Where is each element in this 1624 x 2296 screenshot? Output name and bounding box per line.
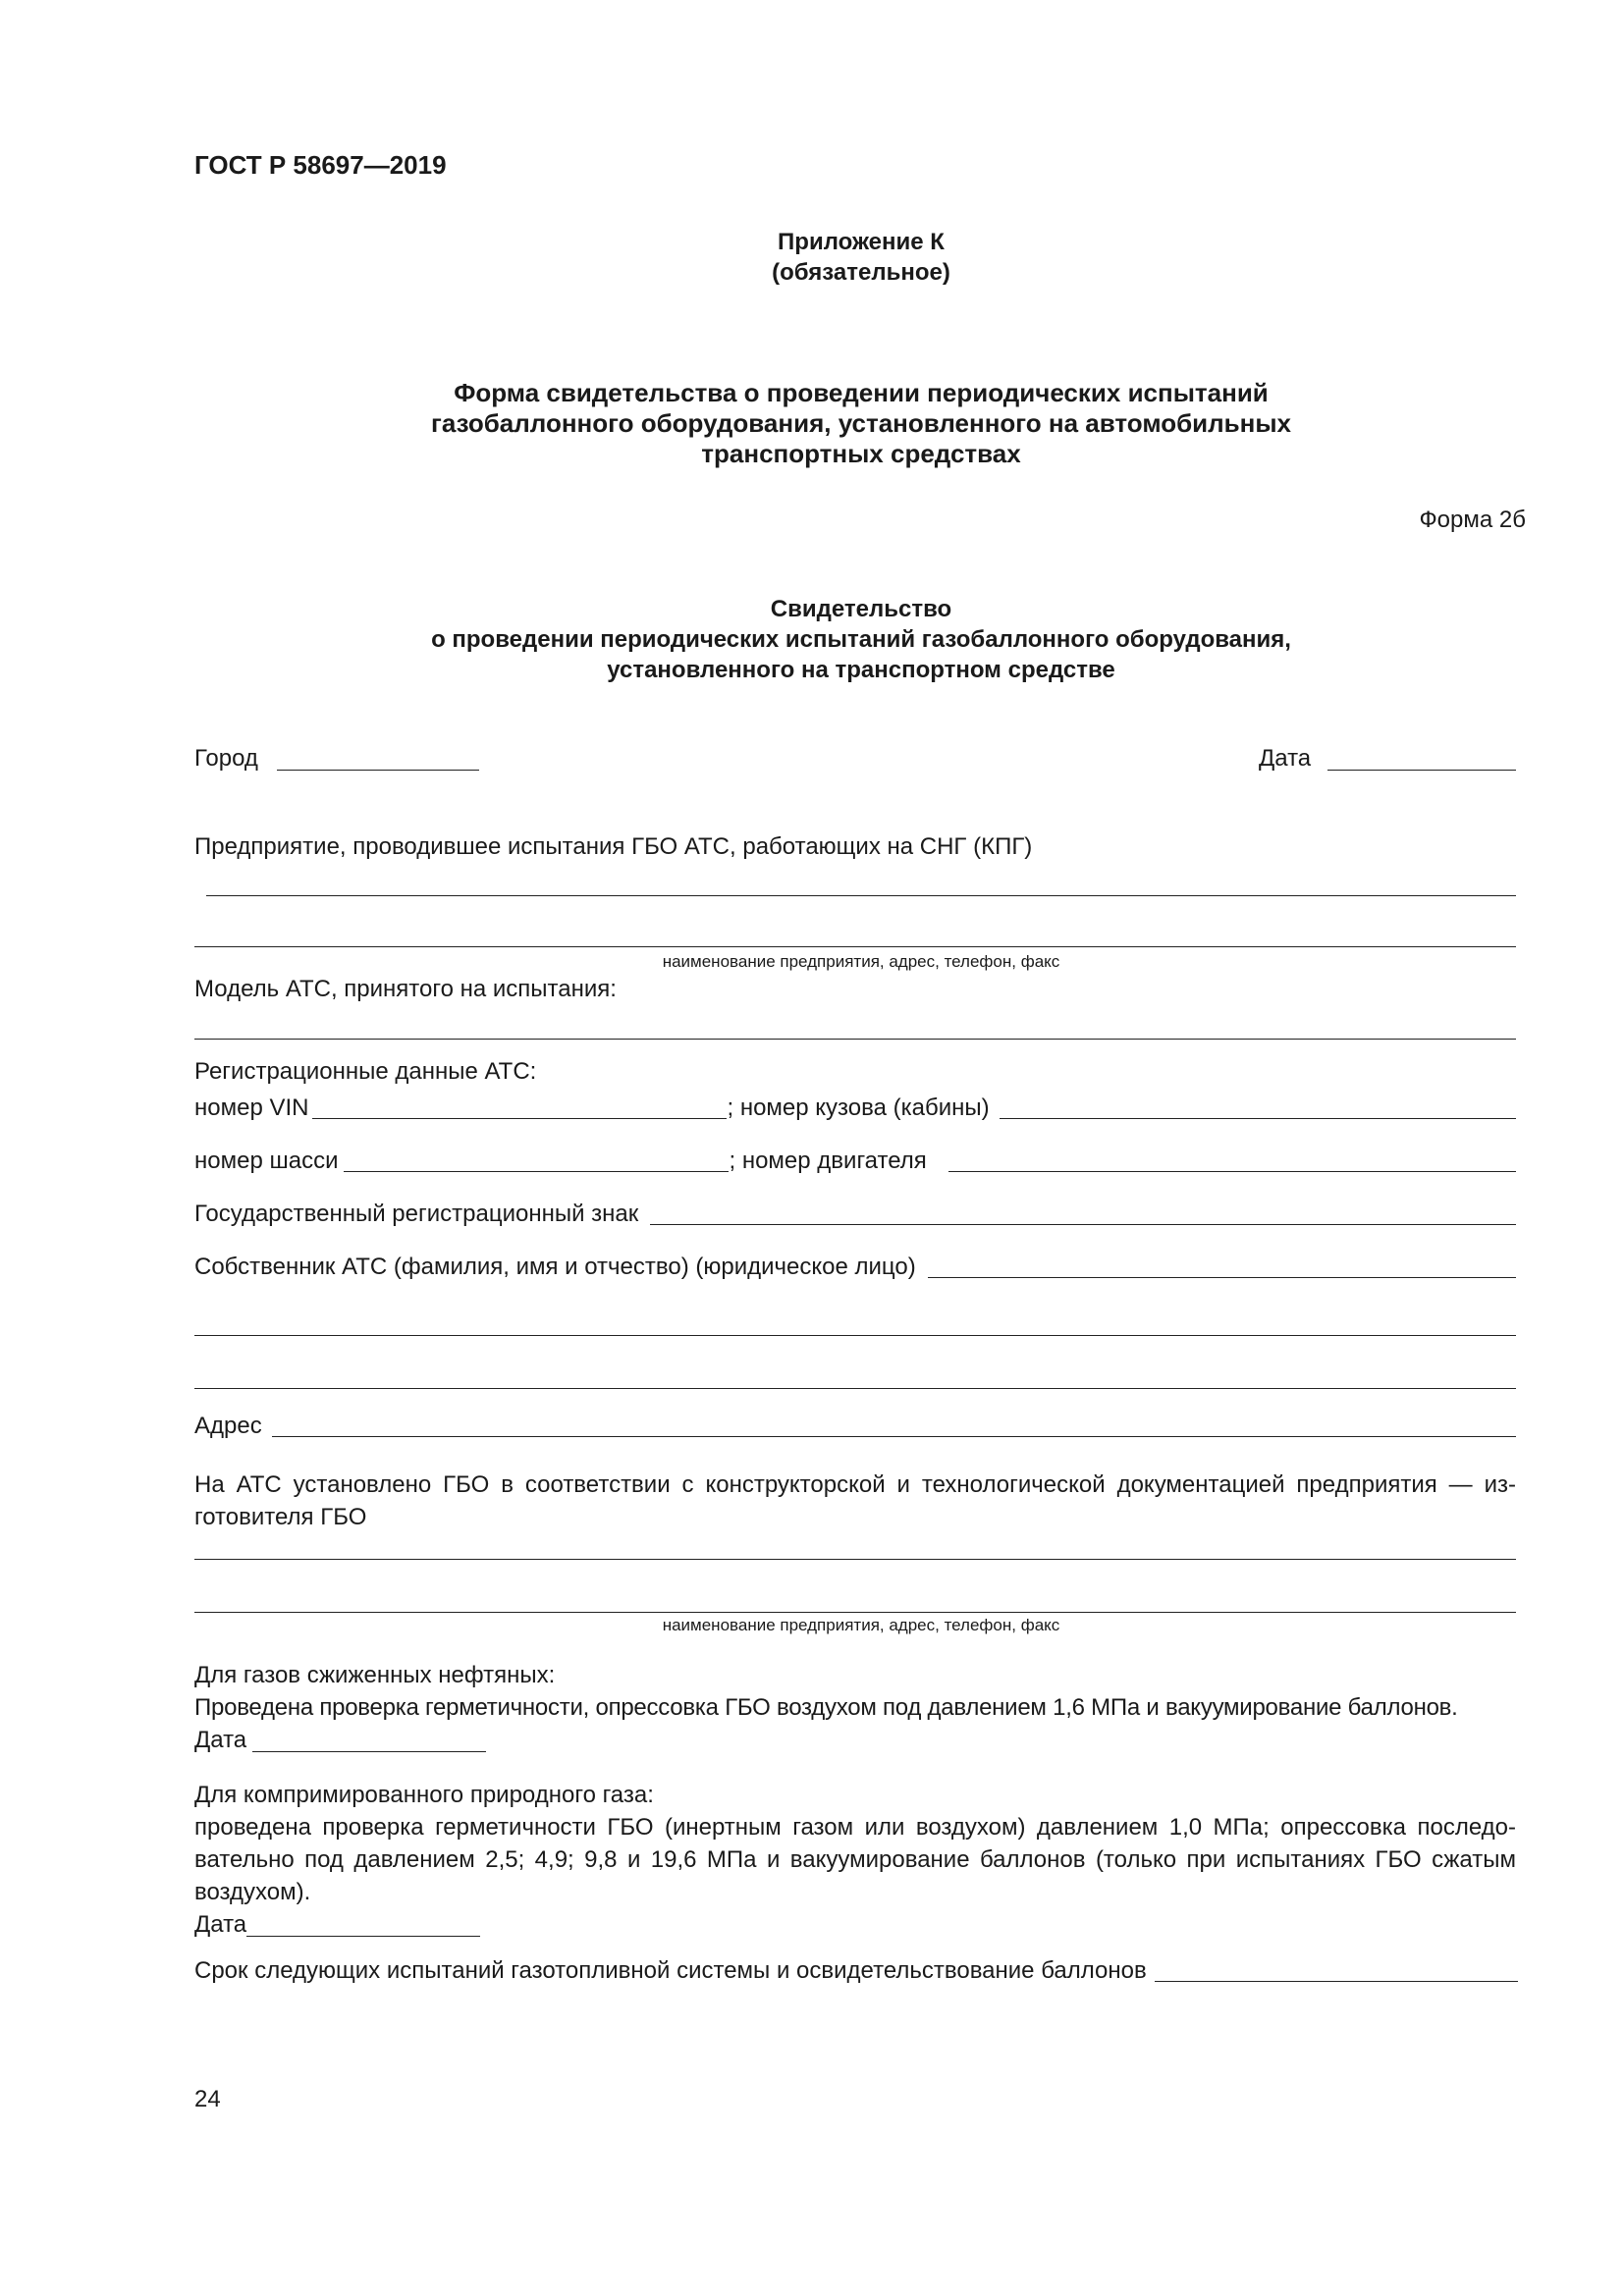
plate-row (194, 1199, 1516, 1229)
date-field[interactable] (1327, 770, 1516, 771)
cng-heading: Для компримированного природного газа: (194, 1782, 654, 1808)
enterprise-caption: наименование предприятия, адрес, телефон, факс (662, 952, 1060, 971)
lpg-date-field[interactable] (252, 1726, 486, 1752)
next-test-field[interactable] (1155, 1955, 1518, 1982)
reg-data-label: Регистрационные данные АТС: (194, 1058, 537, 1085)
manufacturer-field-line[interactable] (194, 1612, 1516, 1613)
plate-label: Государственный регистрационный знак (194, 1201, 639, 1227)
form-title-line: газобаллонного оборудования, установленного на автомобильных (430, 408, 1291, 438)
form-title (272, 378, 1450, 469)
engine-field[interactable] (948, 1146, 1516, 1172)
owner-field-line[interactable] (194, 1388, 1516, 1389)
enterprise-label: Предприятие, проводившее испытания ГБО АТС, работающих на СНГ (КПГ) (194, 833, 1033, 860)
form-number: Форма 2б (1419, 507, 1526, 533)
body-label: ; номер кузова (кабины) (727, 1095, 990, 1121)
address-field[interactable] (272, 1411, 1516, 1437)
owner-row (194, 1252, 1516, 1282)
enterprise-field-line[interactable] (206, 895, 1516, 896)
lpg-date-row (194, 1724, 1530, 1756)
address-row (194, 1411, 1516, 1441)
model-label: Модель АТС, принятого на испытания: (194, 976, 617, 1002)
plate-field[interactable] (650, 1199, 1516, 1225)
lpg-heading: Для газов сжиженных нефтяных: (194, 1662, 556, 1688)
cng-block (194, 1779, 1516, 1941)
appendix-title: Приложение К (778, 229, 945, 255)
certificate-title: Свидетельство (770, 596, 952, 622)
enterprise-field-line[interactable] (194, 946, 1516, 947)
engine-label: ; номер двигателя (729, 1148, 927, 1174)
chassis-field[interactable] (344, 1146, 729, 1172)
lpg-text: Проведена проверка герметичности, опрессовка ГБО воздухом под давлением 1,6 МПа и вакуумирование баллонов. (194, 1694, 1458, 1721)
model-field[interactable] (194, 1039, 1516, 1040)
next-test-label: Срок следующих испытаний газотопливной системы и освидетельствование баллонов (194, 1957, 1147, 1984)
manufacturer-field-line[interactable] (194, 1559, 1516, 1560)
cng-text: проведена проверка герметичности ГБО (инертным газом или воздухом) давлением 1,0 МПа; опрессовка последо-вательно под давлением 2,5; 4,9; 9,8 и 19,6 МПа и вакуумирование баллонов (только при испытаниях ГБО сжатым воздухом). (194, 1814, 1516, 1905)
manufacturer-caption: наименование предприятия, адрес, телефон, факс (662, 1616, 1060, 1634)
lpg-block (194, 1659, 1530, 1756)
appendix-status: (обязательное) (772, 259, 950, 286)
city-field[interactable] (277, 770, 479, 771)
vin-label: номер VIN (194, 1095, 309, 1121)
certificate-heading (272, 594, 1450, 685)
chassis-label: номер шасси (194, 1148, 339, 1174)
owner-field[interactable] (928, 1252, 1516, 1278)
owner-field-line[interactable] (194, 1335, 1516, 1336)
address-label: Адрес (194, 1413, 262, 1439)
vin-body-row (194, 1093, 1516, 1123)
city-label: Город (194, 745, 258, 772)
owner-label: Собственник АТС (фамилия, имя и отчество) (юридическое лицо) (194, 1254, 916, 1280)
certificate-subtitle: о проведении периодических испытаний газобаллонного оборудования, (431, 626, 1291, 653)
installed-text: На АТС установлено ГБО в соответствии с конструкторской и технологической документацией предприятия — из-готовителя ГБО (194, 1471, 1516, 1530)
next-test-row (194, 1955, 1518, 1986)
standard-number: ГОСТ Р 58697—2019 (194, 150, 447, 180)
form-title-line: Форма свидетельства о проведении периодических испытаний (454, 378, 1269, 407)
date-label: Дата (1259, 745, 1312, 772)
certificate-subtitle: установленного на транспортном средстве (607, 657, 1115, 683)
cng-date-row (194, 1908, 1516, 1941)
cng-date-field[interactable] (246, 1910, 480, 1937)
vin-field[interactable] (312, 1093, 727, 1119)
chassis-engine-row (194, 1146, 1516, 1176)
form-title-line: транспортных средствах (701, 439, 1021, 468)
cng-date-label: Дата (194, 1911, 247, 1938)
page-number: 24 (194, 2086, 221, 2112)
body-field[interactable] (1000, 1093, 1516, 1119)
lpg-date-label: Дата (194, 1727, 247, 1753)
